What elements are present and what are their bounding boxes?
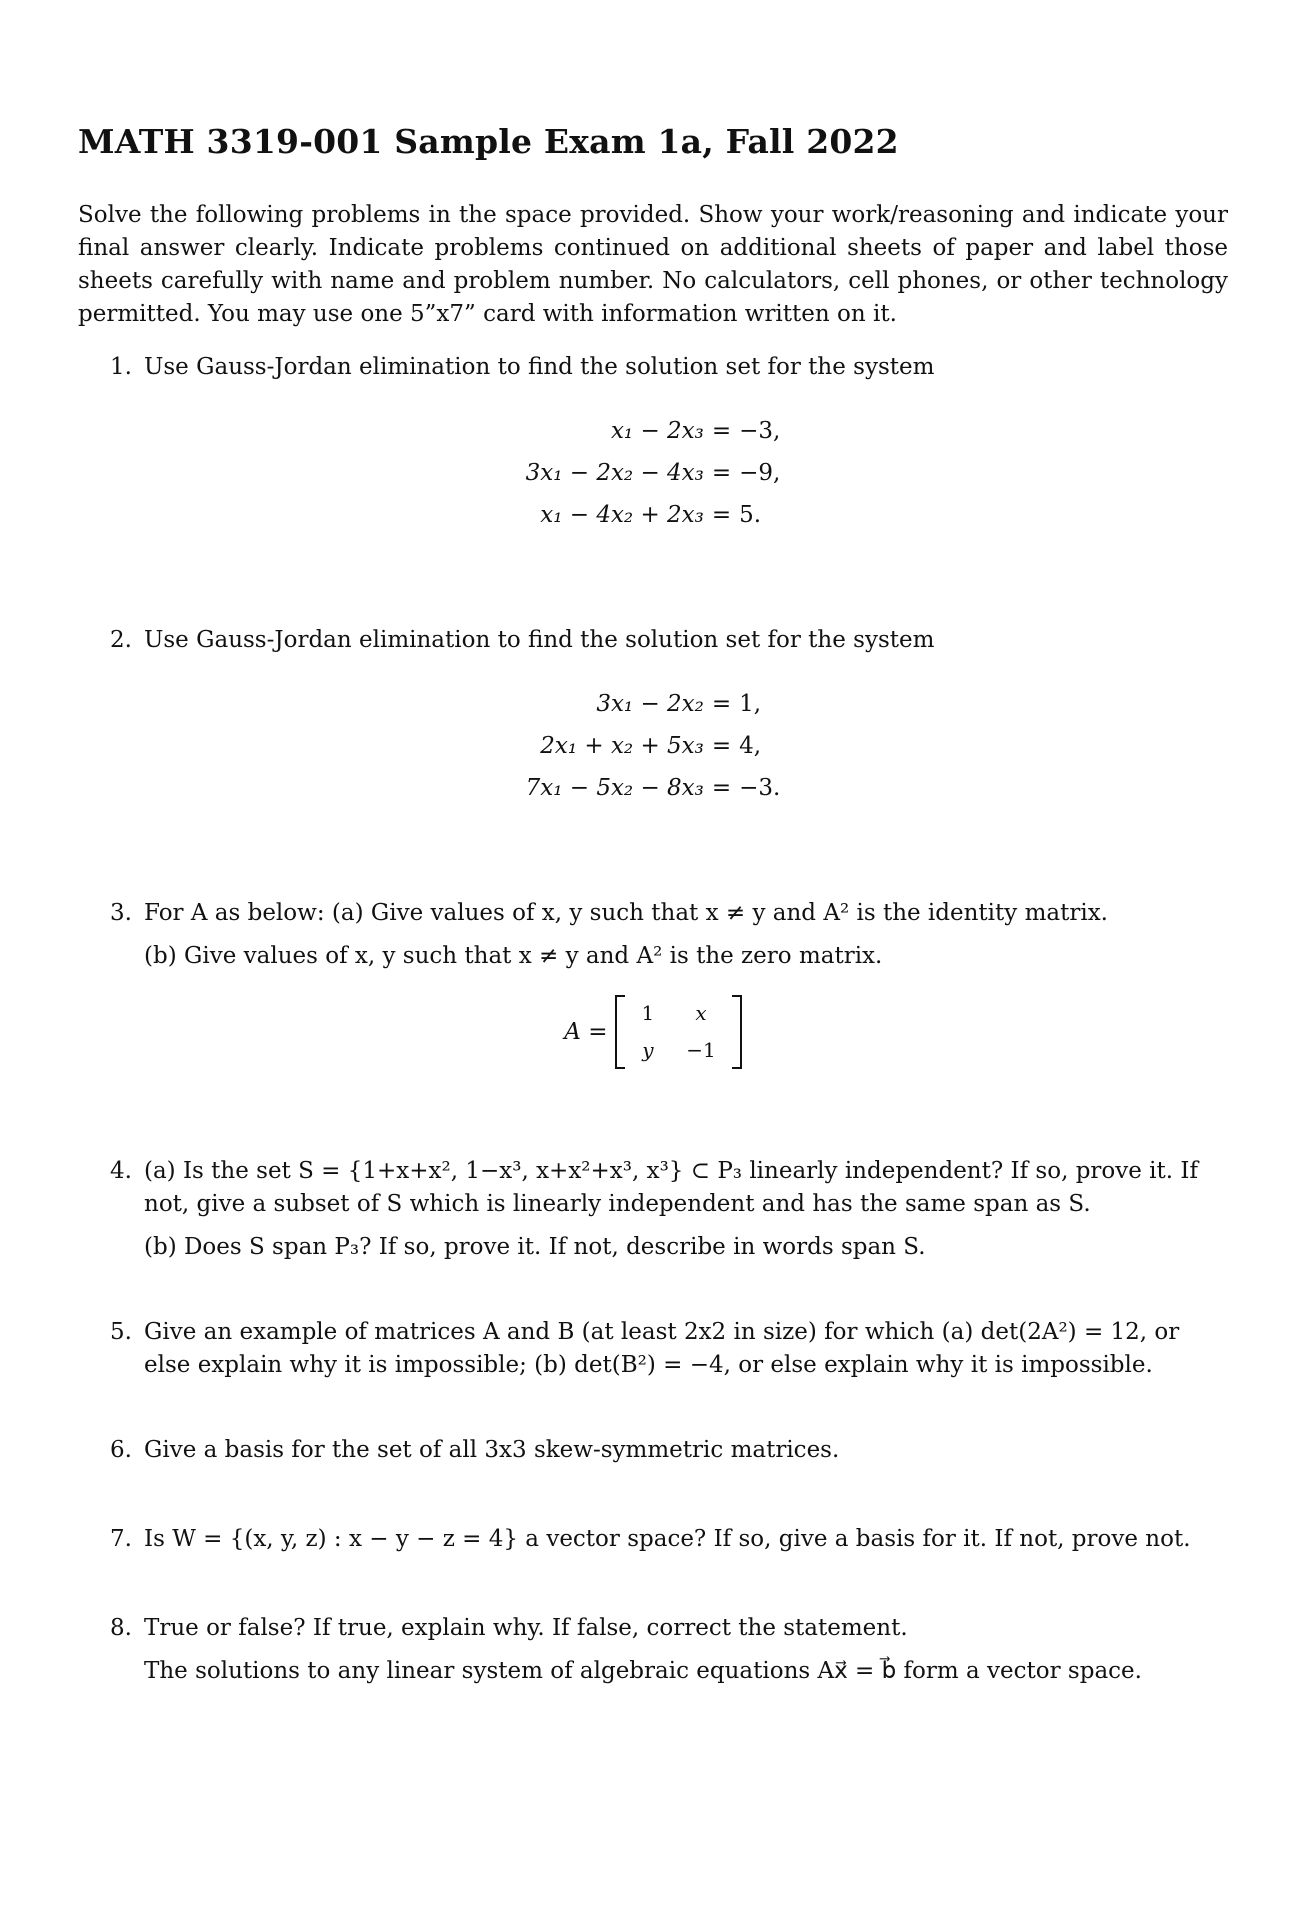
equation-row (526, 767, 781, 809)
problem-6 (78, 1434, 1228, 1467)
problem-2 (78, 624, 1228, 809)
problem-number: 7. (110, 1526, 132, 1552)
equation-system (78, 683, 1228, 809)
left-bracket (615, 995, 625, 1069)
problem-7 (78, 1523, 1228, 1556)
matrix-label: A = (564, 1018, 608, 1045)
equation-row (526, 452, 781, 494)
problem-number: 3. (110, 900, 132, 926)
problem-1 (78, 351, 1228, 536)
equation-lhs: x₁ − 4x₂ + 2x₃ (540, 501, 704, 528)
equation-relation: = (711, 774, 732, 801)
problem-text: For A as below: (a) Give values of x, y such that x ≠ y and A² is the identity matrix. (144, 900, 1108, 926)
matrix-cell: 1 (641, 1001, 655, 1025)
equation-row (526, 494, 781, 536)
equation-rhs: −3. (739, 774, 781, 801)
equation-relation: = (711, 417, 732, 444)
equation-row (526, 410, 781, 452)
matrix-cell: x (695, 1001, 707, 1025)
right-bracket (732, 995, 742, 1069)
problem-number: 2. (110, 627, 132, 653)
problem-4 (78, 1155, 1228, 1264)
problem-statement: The solutions to any linear system of algebraic equations Ax⃗ = b⃗ form a vector space. (144, 1658, 1142, 1684)
equation-relation: = (711, 732, 732, 759)
equation-relation: = (711, 501, 732, 528)
problem-number: 4. (110, 1158, 132, 1184)
problem-text: Give a basis for the set of all 3x3 skew-symmetric matrices. (144, 1437, 840, 1463)
problem-number: 6. (110, 1437, 132, 1463)
problem-3 (78, 897, 1228, 1069)
equation-row (526, 725, 781, 767)
matrix-brackets (615, 995, 741, 1069)
page-title: MATH 3319-001 Sample Exam 1a, Fall 2022 (78, 122, 899, 161)
equation-row (526, 683, 781, 725)
matrix-body (625, 995, 731, 1069)
problem-text: Use Gauss-Jordan elimination to find the solution set for the system (144, 627, 935, 653)
problem-text: Use Gauss-Jordan elimination to find the solution set for the system (144, 354, 935, 380)
equation-lhs: 7x₁ − 5x₂ − 8x₃ (525, 774, 704, 801)
matrix-cell: −1 (686, 1038, 716, 1062)
problem-text: (a) Is the set S = {1+x+x², 1−x³, x+x²+x³, x³} ⊂ P₃ linearly independent? If so, prove it. If not, give a subset of S which is linearly independent and has the same span as S. (144, 1158, 1198, 1217)
problem-subpart: (b) Give values of x, y such that x ≠ y and A² is the zero matrix. (144, 943, 883, 969)
equation-lhs: x₁ − 2x₃ (610, 417, 704, 444)
problem-5 (78, 1316, 1228, 1382)
equation-rhs: 5. (739, 501, 762, 528)
problem-text: True or false? If true, explain why. If false, correct the statement. (144, 1615, 908, 1641)
equation-relation: = (711, 459, 732, 486)
problem-text: Is W = {(x, y, z) : x − y − z = 4} a vector space? If so, give a basis for it. If not, prove not. (144, 1526, 1191, 1552)
problem-subpart: (b) Does S span P₃? If so, prove it. If not, describe in words span S. (144, 1234, 926, 1260)
equation-lhs: 2x₁ + x₂ + 5x₃ (540, 732, 704, 759)
equation-lhs: 3x₁ − 2x₂ (596, 690, 704, 717)
equation-relation: = (711, 690, 732, 717)
equation-rhs: −9, (739, 459, 781, 486)
matrix-a (78, 995, 1228, 1069)
equation-rhs: 4, (739, 732, 762, 759)
equation-lhs: 3x₁ − 2x₂ − 4x₃ (525, 459, 704, 486)
equation-rhs: −3, (739, 417, 781, 444)
problem-number: 5. (110, 1319, 132, 1345)
problem-text: Give an example of matrices A and B (at least 2x2 in size) for which (a) det(2A²) = 12, or else explain why it is impossible; (b) det(B²) = −4, or else explain why it is impossible. (144, 1319, 1180, 1378)
instructions: Solve the following problems in the space provided. Show your work/reasoning and indicate your final answer clearly. Indicate problems continued on additional sheets of paper and label those sheets carefully with name and problem number. No calculators, cell phones, or other technology permitted. You may use one 5”x7” card with information written on it. (78, 202, 1228, 327)
problem-8 (78, 1612, 1228, 1688)
equation-system (78, 410, 1228, 536)
exam-page (78, 122, 1228, 1688)
problem-number: 1. (110, 354, 132, 380)
problem-number: 8. (110, 1615, 132, 1641)
equation-rhs: 1, (739, 690, 762, 717)
matrix-cell: y (642, 1038, 654, 1062)
